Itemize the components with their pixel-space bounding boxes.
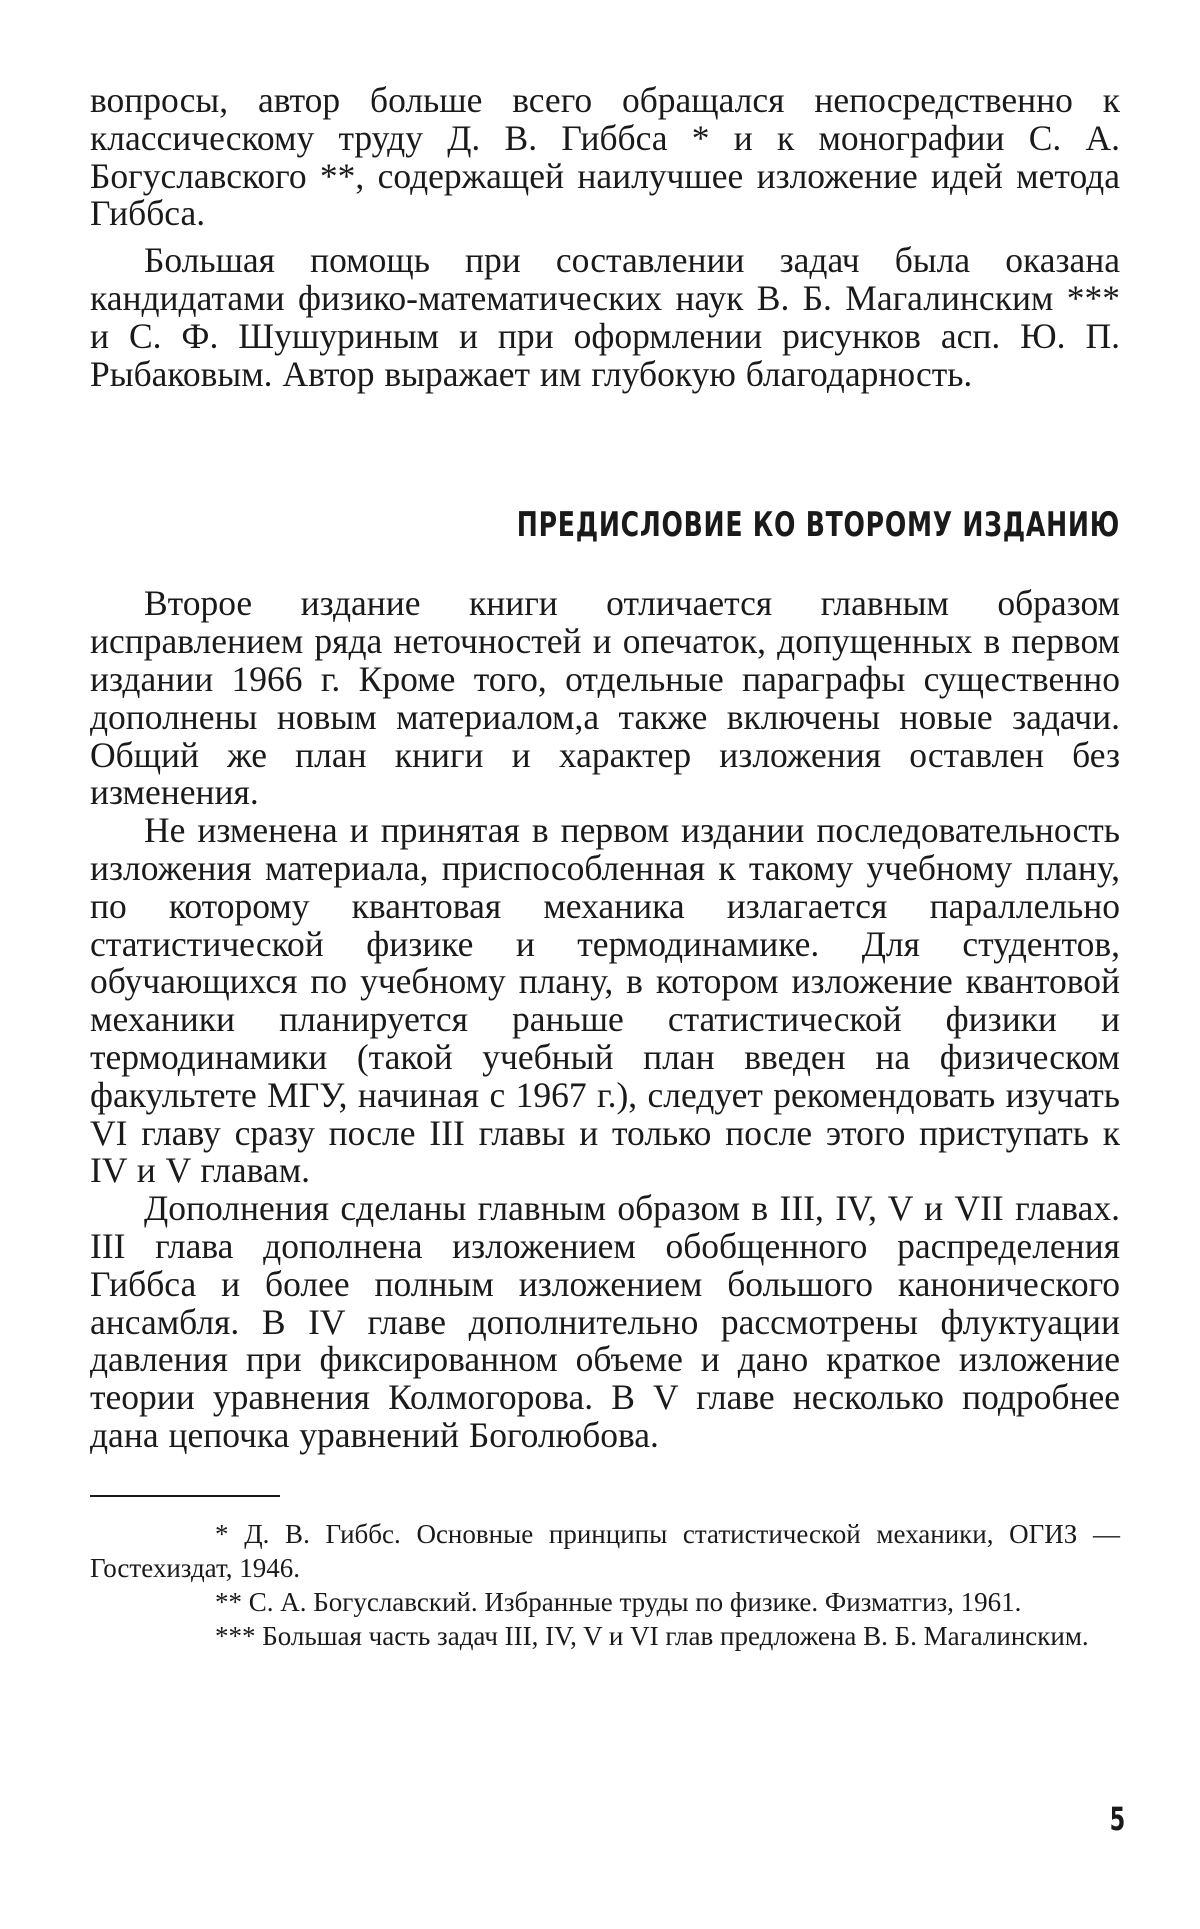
intro-paragraph-1: вопросы, автор больше всего обращался непосредственно к классическому труду Д. В. Гиббса * и к монографии С. А. Богуславского **, содержащей наилучшее изложение идей метода Гиббса. [90,80,1120,234]
page-number: 5 [1109,1800,1125,1838]
footnote-3: *** Большая часть задач III, IV, V и VI глав предложена В. Б. Магалинским. [215,1620,1089,1651]
section-heading: ПРЕДИСЛОВИЕ КО ВТОРОМУ ИЗДАНИЮ [516,505,1120,546]
footnote-2: ** С. А. Богуславский. Избранные труды по физике. Физматгиз, 1961. [215,1586,1022,1617]
page-body [90,82,1120,1653]
section-paragraph-2: Не изменена и принятая в первом издании последовательность изложения материала, приспособленная к такому учебному плану, по которому квантовая механика излагается параллельно статистической физике и термодинамике. Для студентов, обучающихся по учебному плану, в котором изложение квантовой механики планируется раньше статистической физики и термодинамики (такой учебный план введен на физическом факультете МГУ, начиная с 1967 г.), следует рекомендовать изучать VI главу сразу после III главы и только после этого приступать к IV и V главам. [90,810,1120,1191]
footnote-divider [90,1495,280,1497]
footnote-1: * Д. В. Гиббс. Основные принципы статистической механики, ОГИЗ — Гостехиздат, 1946. [90,1518,1120,1583]
section-paragraph-3: Дополнения сделаны главным образом в III, IV, V и VII главах. III глава дополнена изложением обобщенного распределения Гиббса и более полным изложением большого канонического ансамбля. В IV главе дополнительно рассмотрены флуктуации давления при фиксированном объеме и дано краткое изложение теории уравнения Колмогорова. В V главе несколько подробнее дана цепочка уравнений Боголюбова. [90,1188,1120,1455]
section-paragraph-1: Второе издание книги отличается главным образом исправлением ряда неточностей и опечаток, допущенных в первом издании 1966 г. Кроме того, отдельные параграфы существенно дополнены новым материалом,а также включены новые задачи. Общий же план книги и характер изложения оставлен без изменения. [90,583,1120,813]
intro-paragraph-2: Большая помощь при составлении задач была оказана кандидатами физико-математических наук В. Б. Магалинским *** и С. Ф. Шушуриным и при оформлении рисунков асп. Ю. П. Рыбаковым. Автор выражает им глубокую благодарность. [90,240,1120,394]
